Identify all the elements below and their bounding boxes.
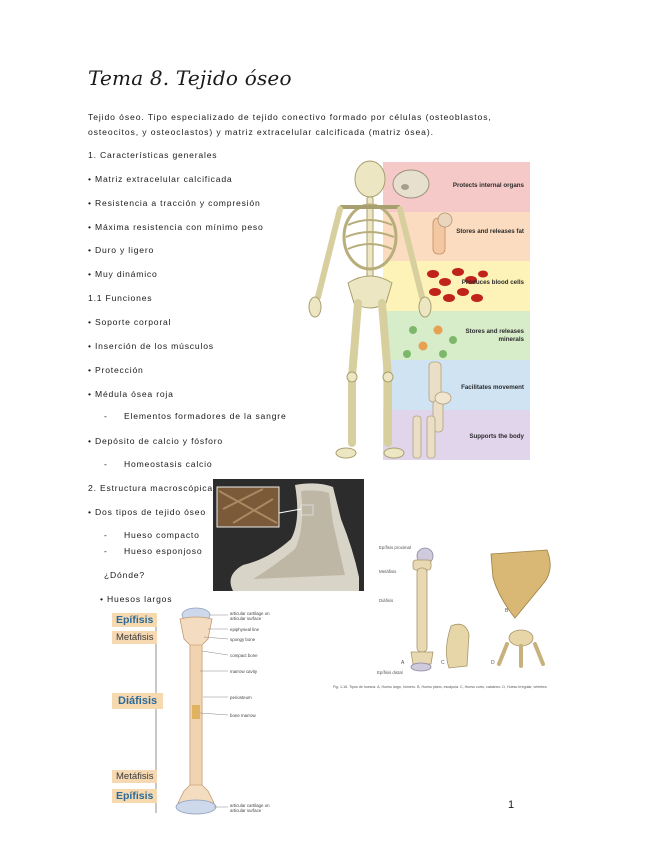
list-item: • Muy dinámico <box>88 269 158 279</box>
long-bone-diagram <box>110 605 295 820</box>
list-item: • Médula ósea roja <box>88 389 174 399</box>
sub-list-item <box>104 411 287 421</box>
bone-types-illustration <box>331 540 595 702</box>
dash-marker: - <box>104 530 108 540</box>
function-label: Facilitates movement <box>461 384 524 391</box>
list-item: • Depósito de calcio y fósforo <box>88 436 223 446</box>
dash-marker: - <box>104 459 108 469</box>
bone-part-label: marrow cavity <box>230 669 258 674</box>
sub-list-item <box>104 459 212 469</box>
list-item: • Soporte corporal <box>88 317 172 327</box>
list-item: • Máxima resistencia con mínimo peso <box>88 222 264 232</box>
function-label: Protects internal organs <box>452 182 524 189</box>
bone-type-label: Epífisis proximal <box>379 545 411 550</box>
sub-list-label: Homeostasis calcio <box>124 459 213 469</box>
sub-list-item <box>104 546 202 556</box>
bone-part-label: compact bone <box>230 653 258 658</box>
scapula-bone <box>491 550 550 618</box>
bone-part-label: bone marrow <box>230 713 256 718</box>
metafisis-tag: Metáfisis <box>112 631 157 644</box>
skeleton-illustration <box>288 157 530 463</box>
dash-marker: - <box>104 546 108 556</box>
list-item: • Duro y ligero <box>88 245 155 255</box>
function-label: Produces blood cells <box>461 279 524 286</box>
function-label: Supports the body <box>469 433 524 440</box>
list-item: • Protección <box>88 365 144 375</box>
bone-part-label: periosteum <box>230 695 252 700</box>
humerus-bone <box>411 548 433 671</box>
list-item: • Inserción de los músculos <box>88 341 214 351</box>
vertebra-bone <box>499 630 543 666</box>
bone-part-label: spongy bone <box>230 637 256 642</box>
bone-type-label: Metáfisis <box>379 569 397 574</box>
sub-list-label: Elementos formadores de la sangre <box>124 411 287 421</box>
sub-list-label: Hueso compacto <box>124 530 200 540</box>
list-item: • Matriz extracelular calcificada <box>88 174 233 184</box>
function-label: Stores and releases fat <box>456 228 524 235</box>
bone-part-label: articular cartilage on articular surface <box>230 611 270 621</box>
bone-part-label: articular cartilage on articular surface <box>230 803 270 813</box>
diafisis-tag: Diáfisis <box>112 693 163 709</box>
bone-type-letter: C <box>441 660 445 666</box>
function-label: Stores and releases minerals <box>465 328 524 343</box>
list-item: • Huesos largos <box>100 594 173 604</box>
sub-list-item <box>104 530 200 540</box>
bone-type-label: Epífisis distal <box>377 670 403 675</box>
section-heading-1: 1. Características generales <box>88 150 218 160</box>
intro-paragraph: Tejido óseo. Tipo especializado de tejido conectivo formado por células (osteoblastos, osteocitos, y osteoclastos) y matriz extracelular calcificada (matriz ósea). <box>88 112 492 137</box>
calcaneus-bone <box>446 624 469 668</box>
list-item: • Resistencia a tracción y compresión <box>88 198 261 208</box>
bone-type-letter: B <box>505 608 509 614</box>
section-heading-2: 2. Estructura macroscópica <box>88 483 213 493</box>
list-item: • Dos tipos de tejido óseo <box>88 507 206 517</box>
section-heading-1-1: 1.1 Funciones <box>88 293 153 303</box>
sub-list-label: Hueso esponjoso <box>124 546 203 556</box>
page-number: 1 <box>508 799 515 811</box>
dash-marker: - <box>104 411 108 421</box>
bone-type-letter: A <box>401 660 405 666</box>
metafisis-tag: Metáfisis <box>112 770 157 783</box>
page-title: Tema 8. Tejido óseo <box>88 66 292 90</box>
bone-types-caption: Fig. 1-16. Tipos de huesos. A, Hueso largo, húmero. B, Hueso plano, escápula. C, Hueso corto, calcáneo. D, Hueso irregular, vértebra. <box>333 685 548 689</box>
bone-part-label: epiphyseal line <box>230 627 260 632</box>
bone-type-label: Diáfisis <box>379 598 394 603</box>
epifisis-tag: Epífisis <box>112 789 157 803</box>
epifisis-tag: Epífisis <box>112 613 157 627</box>
bone-type-letter: D <box>491 660 495 666</box>
question-label: ¿Dónde? <box>104 570 145 580</box>
